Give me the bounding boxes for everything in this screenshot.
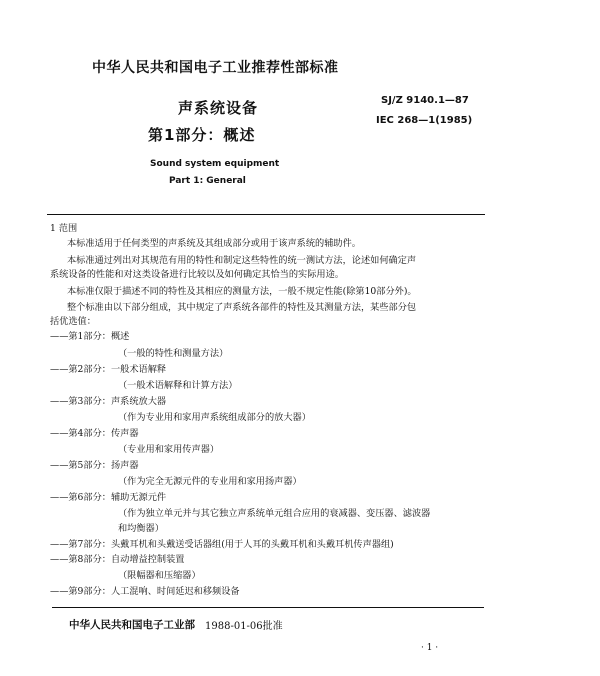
list-item-note: （限幅器和压缩器） bbox=[118, 570, 201, 581]
english-part-title: Part 1: General bbox=[169, 176, 246, 186]
list-item-note: （作为专业用和家用声系统组成部分的放大器） bbox=[118, 412, 311, 423]
paragraph: 整个标准由以下部分组成，其中规定了声系统各部件的特性及其测量方法，某些部分包 bbox=[67, 302, 417, 313]
list-item-note: （一般术语解释和计算方法） bbox=[118, 380, 238, 391]
english-title: Sound system equipment bbox=[150, 159, 280, 169]
issuing-body-title: 中华人民共和国电子工业推荐性部标准 bbox=[92, 60, 339, 76]
approval-date: 1988-01-06批准 bbox=[205, 621, 283, 632]
footer-organization: 中华人民共和国电子工业部 bbox=[69, 619, 195, 631]
list-item: ——第8部分：自动增益控制装置 bbox=[50, 554, 185, 565]
list-item-note: （作为独立单元并与其它独立声系统单元组合应用的衰减器、变压器、滤波器 bbox=[118, 508, 431, 519]
list-item-note: （专业用和家用传声器） bbox=[118, 444, 220, 455]
standard-number: SJ/Z 9140.1—87 bbox=[381, 95, 469, 106]
page-number: · 1 · bbox=[421, 643, 439, 653]
list-item: ——第1部分：概述 bbox=[50, 331, 130, 342]
iec-reference: IEC 268—1(1985) bbox=[376, 115, 473, 126]
paragraph: 括优选值： bbox=[50, 316, 96, 327]
list-item-note: 和均衡器） bbox=[118, 523, 164, 534]
footer-divider bbox=[52, 607, 484, 608]
header-divider bbox=[47, 214, 485, 215]
list-item: ——第2部分：一般术语解释 bbox=[50, 364, 167, 375]
list-item: ——第4部分：传声器 bbox=[50, 428, 139, 439]
list-item: ——第6部分：辅助无源元件 bbox=[50, 492, 167, 503]
section-heading: 1 范围 bbox=[50, 223, 78, 234]
list-item-note: （一般的特性和测量方法） bbox=[118, 348, 229, 359]
document-title: 声系统设备 bbox=[178, 99, 259, 117]
paragraph: 系统设备的性能和对这类设备进行比较以及如何确定其恰当的实际用途。 bbox=[50, 269, 344, 280]
paragraph: 本标准通过列出对其规范有用的特性和制定这些特性的统一测试方法，论述如何确定声 bbox=[67, 255, 417, 266]
list-item: ——第3部分：声系统放大器 bbox=[50, 396, 167, 407]
paragraph: 本标准适用于任何类型的声系统及其组成部分或用于该声系统的辅助件。 bbox=[67, 238, 361, 249]
list-item: ——第7部分：头戴耳机和头戴送受话器组(用于人耳的头戴耳机和头戴耳机传声器组) bbox=[50, 539, 394, 550]
list-item: ——第5部分：扬声器 bbox=[50, 460, 139, 471]
paragraph: 本标准仅限于描述不同的特性及其相应的测量方法，一般不规定性能(除第10部分外)。 bbox=[67, 286, 417, 297]
list-item-note: （作为完全无源元件的专业用和家用扬声器） bbox=[118, 476, 302, 487]
list-item: ——第9部分：人工混响、时间延迟和移频设备 bbox=[50, 586, 240, 597]
document-part-title: 第1部分：概述 bbox=[148, 126, 256, 144]
